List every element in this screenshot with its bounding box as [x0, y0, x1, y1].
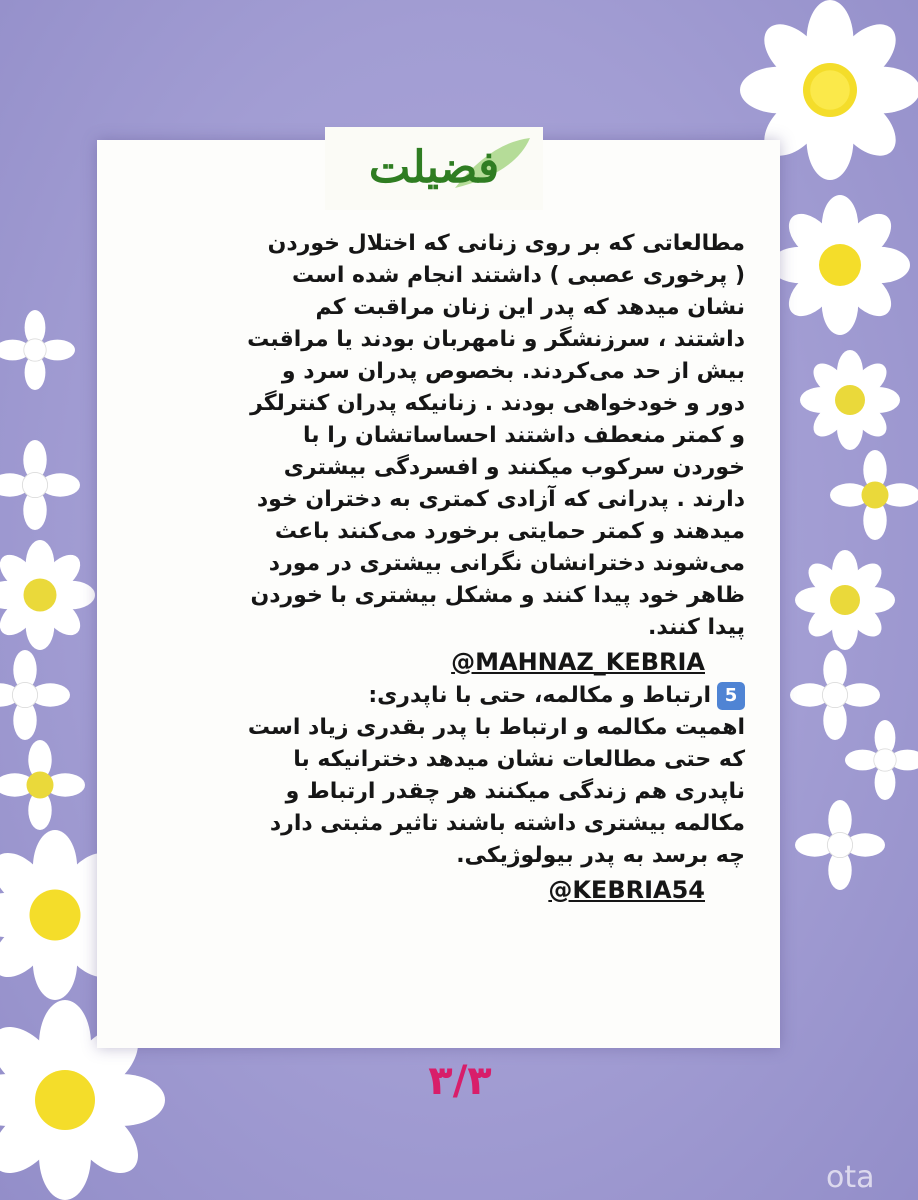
flower-icon	[795, 550, 895, 650]
paragraph-line: داشتند ، سرزنشگر و نامهربان بودند یا مراقبت	[247, 327, 745, 352]
paragraph-line: نشان میدهد که پدر این زنان مراقبت کم	[315, 295, 745, 320]
paragraph-line: پیدا کنند.	[648, 615, 745, 640]
paragraph-line: بیش از حد می‌کردند. بخصوص پدران سرد و	[281, 359, 745, 384]
article-body	[165, 228, 745, 908]
flower-icon	[845, 720, 918, 800]
logo-text: فضیلت	[368, 142, 500, 193]
paragraph-line: اهمیت مکالمه و ارتباط با پدر بقدری زیاد است	[247, 715, 745, 740]
number-5-badge-icon: 5	[717, 682, 745, 710]
watermark: ota	[826, 1160, 875, 1195]
paragraph-line: دارند . پدرانی که آزادی کمتری به دختران خود	[256, 487, 745, 512]
flower-icon	[795, 800, 885, 890]
paragraph-line: و کمتر منعطف داشتند احساساتشان را با	[303, 423, 745, 448]
flower-icon	[800, 350, 900, 450]
flower-icon	[0, 540, 95, 650]
paragraph-line: که حتی مطالعات نشان میدهد دخترانیکه با	[293, 747, 745, 772]
fazilat-logo	[325, 127, 543, 210]
paragraph-line: میدهند و کمتر حمایتی برخورد می‌کنند باعث	[274, 519, 745, 544]
paragraph-line: ناپدری هم زندگی میکنند هر چقدر ارتباط و	[285, 779, 745, 804]
paragraph-line: دور و خودخواهی بودند . زنانیکه پدران کنترلگر	[250, 391, 745, 416]
flower-icon	[0, 310, 75, 390]
flower-icon	[0, 740, 85, 830]
author-handle-link[interactable]: @MAHNAZ_KEBRIA	[451, 648, 705, 676]
paragraph-line: ظاهر خود پیدا کنند و مشکل بیشتری با خوردن	[250, 583, 745, 608]
section-heading	[165, 680, 745, 712]
flower-icon	[0, 440, 80, 530]
paragraph-line: خوردن سرکوب میکنند و افسردگی بیشتری	[283, 455, 745, 480]
paragraph-line: مطالعاتی که بر روی زنانی که اختلال خوردن	[267, 231, 745, 256]
flower-icon	[830, 450, 918, 540]
flower-icon	[0, 650, 70, 740]
section-heading-text: ارتباط و مکالمه، حتی با ناپدری:	[368, 683, 711, 708]
paragraph-line: چه برسد به پدر بیولوژیکی.	[456, 843, 745, 868]
paragraph-line: ( پرخوری عصبی ) داشتند انجام شده است	[291, 263, 745, 288]
channel-handle-link[interactable]: @KEBRIA54	[548, 876, 705, 904]
page-number: ۳/۳	[428, 1058, 492, 1104]
paragraph-line: مکالمه بیشتری داشته باشند تاثیر مثبتی دارد	[269, 811, 745, 836]
flower-icon	[770, 190, 910, 340]
paragraph-line: می‌شوند دخترانشان نگرانی بیشتری در مورد	[268, 551, 745, 576]
